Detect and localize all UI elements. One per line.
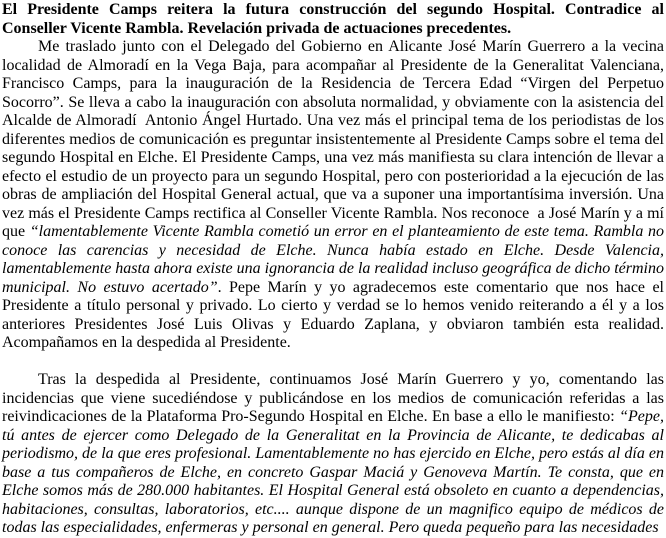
paragraph-1-text-after-quote: . Pepe Marín y yo agradecemos este comentario que nos hace el Presidente a título personal y privado. Lo cierto y verdad se lo hemos venido reiterando a él y a los anteriores Presidentes José Luis Olivas y Eduardo Zaplana, y obviaron también esta realidad. Acompañamos en la despedida al Presidente. [2, 278, 665, 351]
paragraph-after-farewell [2, 371, 664, 538]
paragraph-1-camps-quote: “lamentablemente Vicente Rambla cometió un error en el planteamiento de este tema. Rambla no conoce las carencias y necesidad de Elche. Nunca había estado en Elche. Desde Valencia, lamentablemente hasta ahora existe una ignorancia de la realidad incluso geográfica de dicho término municipal. No estuvo acertado” [2, 223, 664, 296]
paragraph-2-author-quote: “Pepe, tú antes de ejercer como Delegado de la Generalitat en la Provincia de Alicante, te dedicabas al periodismo, de la que eres profesional. Lamentablemente no has ejercido en Elche, pero estás al día en base a tus compañeros de Elche, en concreto Gaspar Maciá y Genoveva Martín. Te consta, que en Elche somos más de 280.000 habitantes. El Hospital General está obsoleto en cuanto a dependencias, habitaciones, consultas, laboratorios, etc.... aunque dispone de un magnifico equipo de médicos de todas las especialidades, enfermeras y personal en general. Pero queda pequeño para las necesidades [2, 408, 664, 536]
paragraph-2-text-before-quote: Tras la despedida al Presidente, continuamos José Marín Guerrero y yo, comentando las incidencias que viene sucediéndose y publicándose en los medios de comunicación referidas a las reivindicaciones de la Plataforma Pro-Segundo Hospital en Elche. En base a ello le manifiesto: [2, 371, 664, 425]
paragraph-visit-almoradi [2, 38, 664, 353]
document-title: El Presidente Camps reitera la futura construcción del segundo Hospital. Contradice al Conseller Vicente Rambla. Revelación privada de actuaciones precedentes. [2, 1, 664, 37]
paragraph-1-text-before-quote: Me traslado junto con el Delegado del Gobierno en Alicante José Marín Guerrero a la vecina localidad de Almoradí en la Vega Baja, para acompañar al Presidente de la Generalitat Valenciana, Francisco Camps, para la inauguración de la Residencia de Tercera Edad “Virgen del Perpetuo Socorro”. Se lleva a cabo la inauguración con absoluta normalidad, y obviamente con la asistencia del Alcalde de Almoradí Antonio Ángel Hurtado. Una vez más el principal tema de los periodistas de los diferentes medios de comunicación es preguntar insistentemente al Presidente Camps sobre el tema del segundo Hospital en Elche. El Presidente Camps, una vez más manifiesta su clara intención de llevar a efecto el estudio de un proyecto para un segundo Hospital, pero con posterioridad a la ejecución de las obras de ampliación del Hospital General actual, que va a suponer una importantísima inversión. Una vez más el Presidente Camps rectifica al Conseller Vicente Rambla. Nos reconoce a José Marín y a mí que [2, 38, 664, 240]
